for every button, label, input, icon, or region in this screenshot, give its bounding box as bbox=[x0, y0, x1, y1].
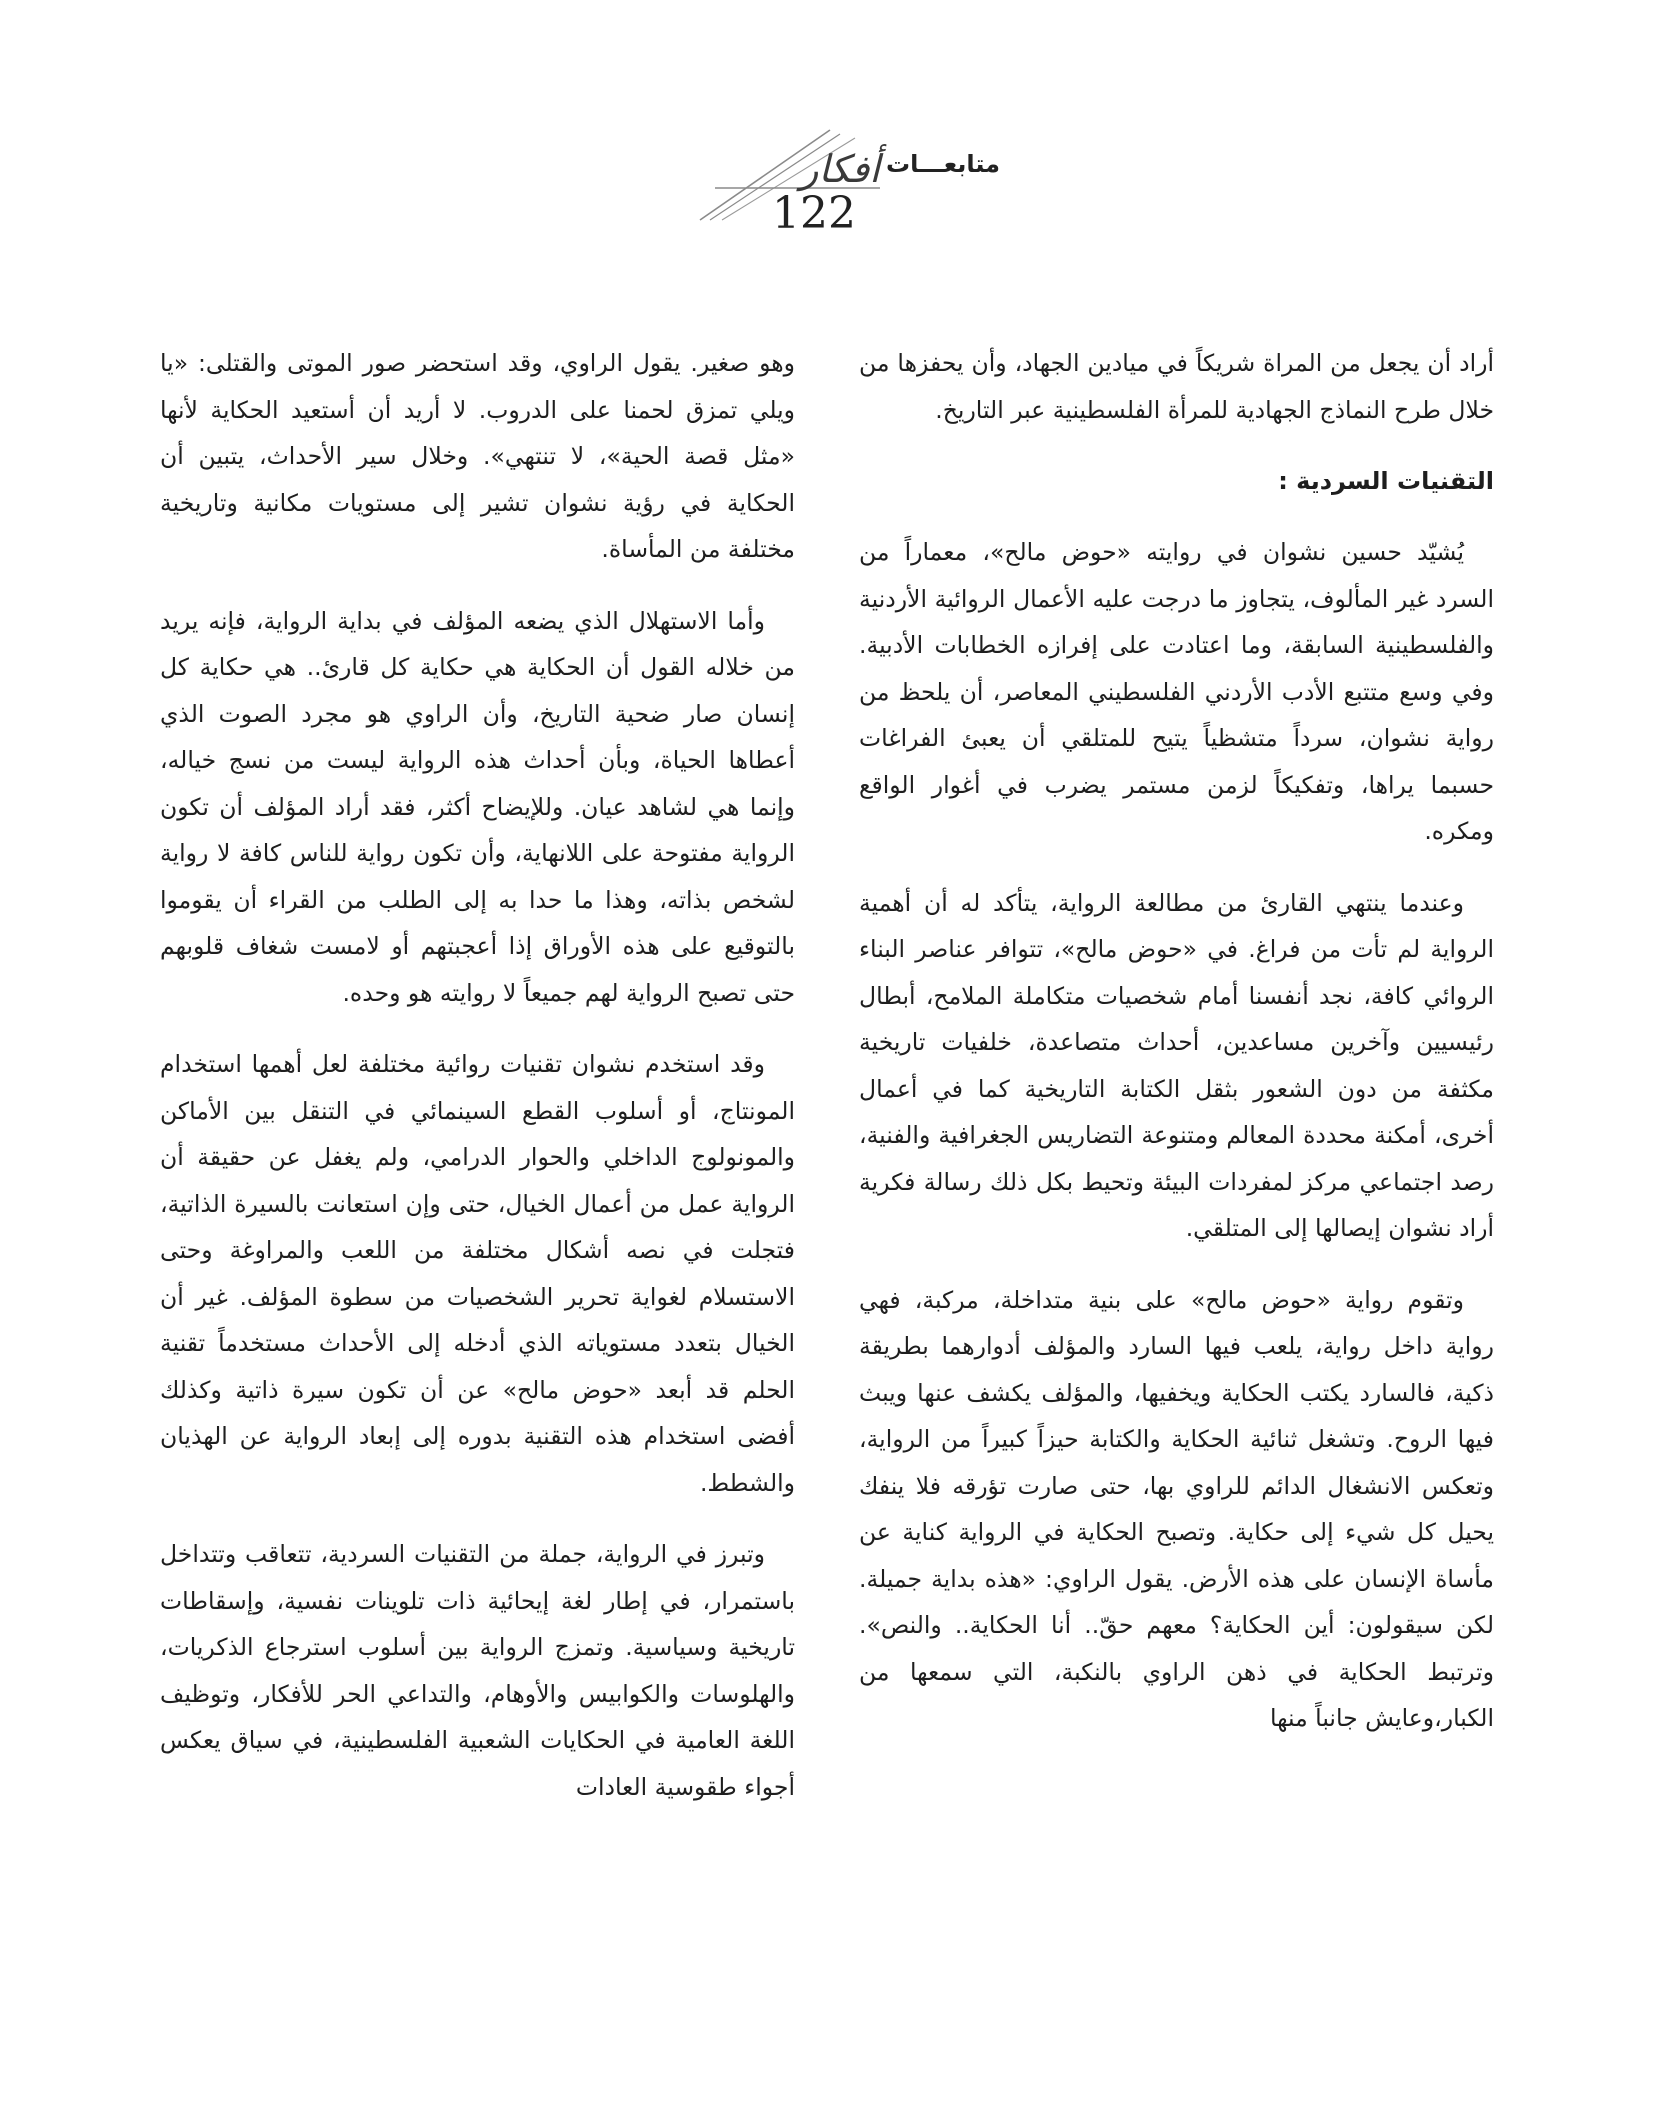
right-column bbox=[859, 340, 1494, 1925]
section-heading: التقنيات السردية : bbox=[1278, 467, 1494, 495]
paragraph: وهو صغير. يقول الراوي، وقد استحضر صور الموتى والقتلى: «يا ويلي تمزق لحمنا على الدروب. لا أريد أن أستعيد الحكاية لأنها «مثل قصة الحية»، لا تنتهي». وخلال سير الأحداث، يتبين أن الحكاية في رؤية نشوان تشير إلى مستويات مكانية وتاريخية مختلفة من المأساة. bbox=[160, 349, 795, 563]
page-header bbox=[640, 120, 1000, 250]
paragraph: وأما الاستهلال الذي يضعه المؤلف في بداية الرواية، فإنه يريد من خلاله القول أن الحكاية هي حكاية كل قارئ.. هي حكاية كل إنسان صار ضحية التاريخ، وأن الراوي هو مجرد الصوت الذي أعطاها الحياة، وبأن أحداث هذه الرواية ليست من نسج خياله، وإنما هي لشاهد عيان. وللإيضاح أكثر، فقد أراد المؤلف أن تكون الرواية مفتوحة على اللانهاية، وأن تكون رواية للناس كافة لا رواية لشخص بذاته، وهذا ما حدا به إلى الطلب من القراء أن يقوموا بالتوقيع على هذه الأوراق إذا أعجبتهم أو لامست شغاف قلوبهم حتى تصبح الرواية لهم جميعاً لا روايته هو وحده. bbox=[160, 606, 795, 1007]
paragraph: أراد أن يجعل من المراة شريكاً في ميادين الجهاد، وأن يحفزها من خلال طرح النماذج الجهادية للمرأة الفلسطينية عبر التاريخ. bbox=[859, 349, 1494, 424]
page-number: 122 bbox=[772, 188, 856, 239]
section-label: متابعـــات bbox=[886, 150, 1000, 178]
paragraph: وتبرز في الرواية، جملة من التقنيات السردية، تتعاقب وتتداخل باستمرار، في إطار لغة إيحائية ذات تلوينات نفسية، وإسقاطات تاريخية وسياسية. وتمزج الرواية بين أسلوب استرجاع الذكريات، والهلوسات والكوابيس والأوهام، والتداعي الحر للأفكار، وتوظيف اللغة العامية في الحكايات الشعبية الفلسطينية، في سياق يعكس أجواء طقوسية العادات bbox=[160, 1540, 795, 1801]
paragraph: وقد استخدم نشوان تقنيات روائية مختلفة لعل أهمها استخدام المونتاج، أو أسلوب القطع السينمائي في التنقل بين الأماكن والمونولوج الداخلي والحوار الدرامي، ولم يغفل عن حقيقة أن الرواية عمل من أعمال الخيال، حتى وإن استعانت بالسيرة الذاتية، فتجلت في نصه أشكال مختلفة من اللعب والمراوغة وحتى الاستسلام لغواية تحرير الشخصيات من سطوة المؤلف. غير أن الخيال بتعدد مستوياته الذي أدخله إلى الأحداث مستخدماً تقنية الحلم قد أبعد «حوض مالح» عن أن تكون سيرة ذاتية وكذلك أفضى استخدام هذه التقنية بدوره إلى إبعاد الرواية عن الهذيان والشطط. bbox=[160, 1050, 795, 1497]
paragraph: وتقوم رواية «حوض مالح» على بنية متداخلة، مركبة، فهي رواية داخل رواية، يلعب فيها السارد والمؤلف أدوارهما بطريقة ذكية، فالسارد يكتب الحكاية ويخفيها، والمؤلف يكشف عنها ويبث فيها الروح. وتشغل ثنائية الحكاية والكتابة حيزاً كبيراً من الرواية، وتعكس الانشغال الدائم للراوي بها، حتى صارت تؤرقه فلا ينفك يحيل كل شيء إلى حكاية. وتصبح الحكاية في الرواية كناية عن مأساة الإنسان على هذه الأرض. يقول الراوي: «هذه بداية جميلة. لكن سيقولون: أين الحكاية؟ معهم حقّ.. أنا الحكاية.. والنص». وترتبط الحكاية في ذهن الراوي بالنكبة، التي سمعها من الكبار،وعايش جانباً منها bbox=[859, 1285, 1494, 1732]
paragraph: يُشيّد حسين نشوان في روايته «حوض مالح»، معماراً من السرد غير المألوف، يتجاوز ما درجت عليه الأعمال الروائية الأردنية والفلسطينية السابقة، وما اعتادت على إفرازه الخطابات الأدبية. وفي وسع متتبع الأدب الأردني الفلسطيني المعاصر، أن يلحظ من رواية نشوان، سرداً متشظياً يتيح للمتلقي أن يعبئ الفراغات حسبما يراها، وتفكيكاً لزمن مستمر يضرب في أغوار الواقع ومكره. bbox=[859, 538, 1494, 845]
paragraph: وعندما ينتهي القارئ من مطالعة الرواية، يتأكد له أن أهمية الرواية لم تأت من فراغ. في «حوض مالح»، تتوافر عناصر البناء الروائي كافة، نجد أنفسنا أمام شخصيات متكاملة الملامح، أبطال رئيسيين وآخرين مساعدين، أحداث متصاعدة، خلفيات تاريخية مكثفة من دون الشعور بثقل الكتابة التاريخية كما في أعمال أخرى، أمكنة محددة المعالم ومتنوعة التضاريس الجغرافية والفنية، رصد اجتماعي مركز لمفردات البيئة وتحيط بكل ذلك رسالة فكرية أراد نشوان إيصالها إلى المتلقي. bbox=[859, 888, 1494, 1242]
svg-text:أفكار: أفكار bbox=[800, 147, 880, 191]
left-column bbox=[160, 340, 795, 1925]
